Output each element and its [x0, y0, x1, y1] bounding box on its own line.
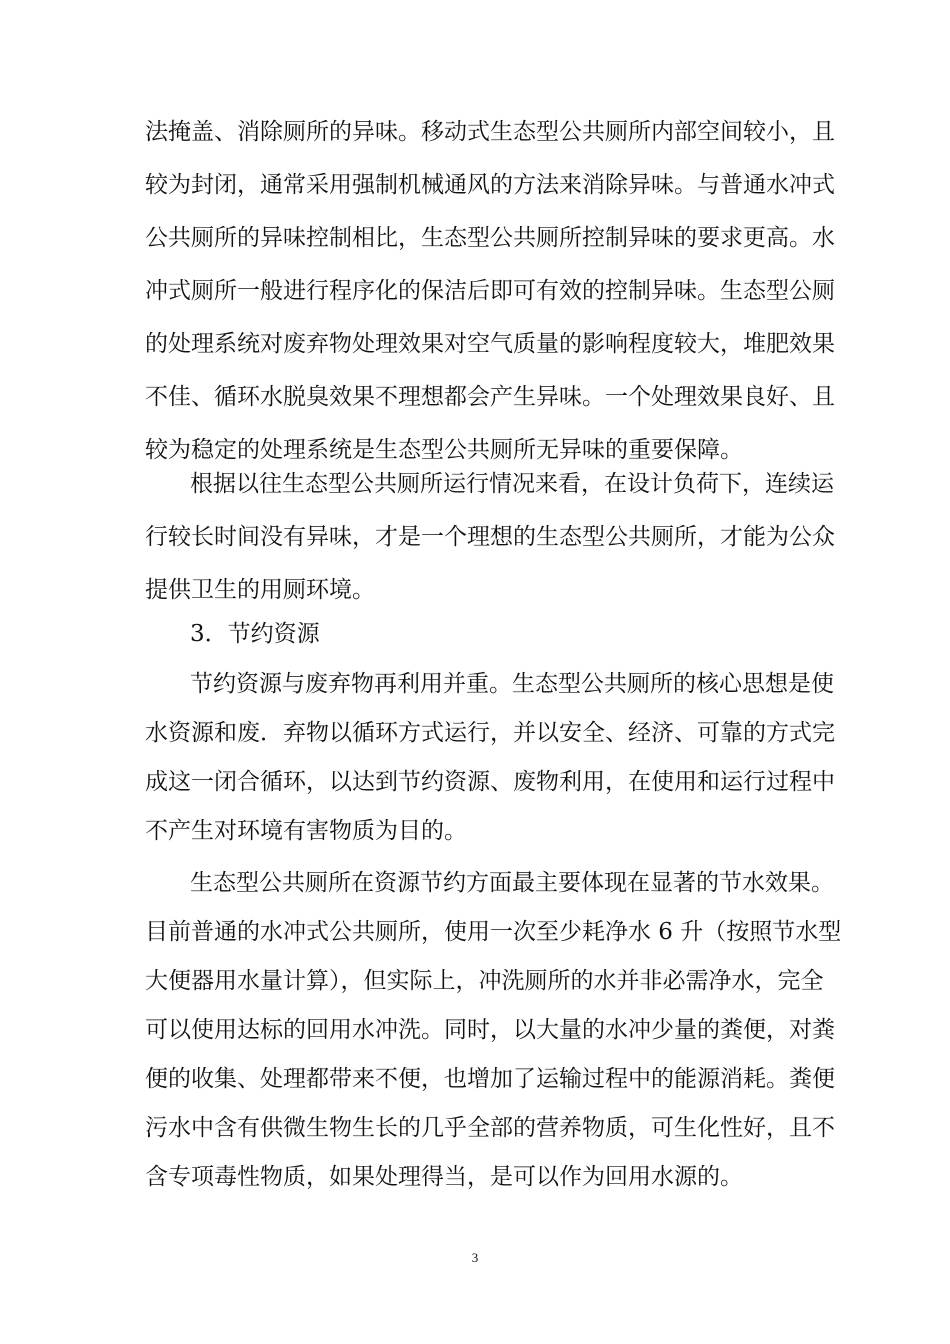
text-line: 大便器用水量计算），但实际上，冲洗厕所的水并非必需净水，完全: [145, 968, 824, 994]
paragraph-1-line-6: [0, 372, 950, 422]
paragraph-1-line-5: [0, 319, 950, 369]
text-line: 目前普通的水冲式公共厕所，使用一次至少耗净水 6 升（按照节水型: [145, 919, 842, 945]
paragraph-4-line-7: [0, 1152, 950, 1202]
section-heading: [0, 609, 950, 659]
paragraph-1-line-1: [0, 107, 950, 157]
text-line: 提供卫生的用厕环境。: [145, 577, 375, 603]
text-line: 较为封闭，通常采用强制机械通风的方法来消除异味。与普通水冲式: [145, 172, 835, 198]
paragraph-4-line-6: [0, 1103, 950, 1153]
text-line: 不佳、循环水脱臭效果不理想都会产生异味。一个处理效果良好、且: [145, 384, 835, 410]
text-line: 水资源和废．弃物以循环方式运行，并以安全、经济、可靠的方式完: [145, 720, 835, 746]
text-line: 冲式厕所一般进行程序化的保洁后即可有效的控制异味。生态型公厕: [145, 278, 835, 304]
text-line: 根据以往生态型公共厕所运行情况来看，在设计负荷下，连续运: [190, 471, 834, 497]
paragraph-4-line-3: [0, 956, 950, 1006]
text-line: 节约资源与废弃物再利用并重。生态型公共厕所的核心思想是使: [190, 671, 834, 697]
paragraph-3-line-2: [0, 708, 950, 758]
paragraph-3-line-4: [0, 806, 950, 856]
text-line: 成这一闭合循环，以达到节约资源、废物利用，在使用和运行过程中: [145, 769, 835, 795]
paragraph-4-line-1: [0, 858, 950, 908]
paragraph-2-line-1: [0, 459, 950, 509]
paragraph-2-line-2: [0, 512, 950, 562]
text-line: 法掩盖、消除厕所的异味。移动式生态型公共厕所内部空间较小，且: [145, 119, 835, 145]
paragraph-1-line-4: [0, 266, 950, 316]
paragraph-2-line-3: [0, 565, 950, 615]
page-number: 3: [471, 1250, 479, 1265]
heading-text: 3．节约资源: [190, 621, 320, 647]
text-line: 生态型公共厕所在资源节约方面最主要体现在显著的节水效果。: [190, 870, 834, 896]
paragraph-3-line-1: [0, 659, 950, 709]
paragraph-4-line-5: [0, 1054, 950, 1104]
text-line: 的处理系统对废弃物处理效果对空气质量的影响程度较大，堆肥效果: [145, 331, 835, 357]
paragraph-4-line-4: [0, 1005, 950, 1055]
text-line: 含专项毒性物质，如果处理得当，是可以作为回用水源的。: [145, 1164, 743, 1190]
paragraph-1-line-3: [0, 213, 950, 263]
text-line: 公共厕所的异味控制相比，生态型公共厕所控制异味的要求更高。水: [145, 225, 835, 251]
paragraph-1-line-2: [0, 160, 950, 210]
paragraph-4-line-2: [0, 907, 950, 957]
text-line: 较为稳定的处理系统是生态型公共厕所无异味的重要保障。: [145, 437, 743, 463]
text-line: 行较长时间没有异味，才是一个理想的生态型公共厕所，才能为公众: [145, 524, 835, 550]
paragraph-3-line-3: [0, 757, 950, 807]
text-line: 不产生对环境有害物质为目的。: [145, 818, 467, 844]
text-line: 便的收集、处理都带来不便，也增加了运输过程中的能源消耗。粪便: [145, 1066, 835, 1092]
text-line: 污水中含有供微生物生长的几乎全部的营养物质，可生化性好，且不: [145, 1115, 835, 1141]
text-line: 可以使用达标的回用水冲洗。同时，以大量的水冲少量的粪便，对粪: [145, 1017, 835, 1043]
